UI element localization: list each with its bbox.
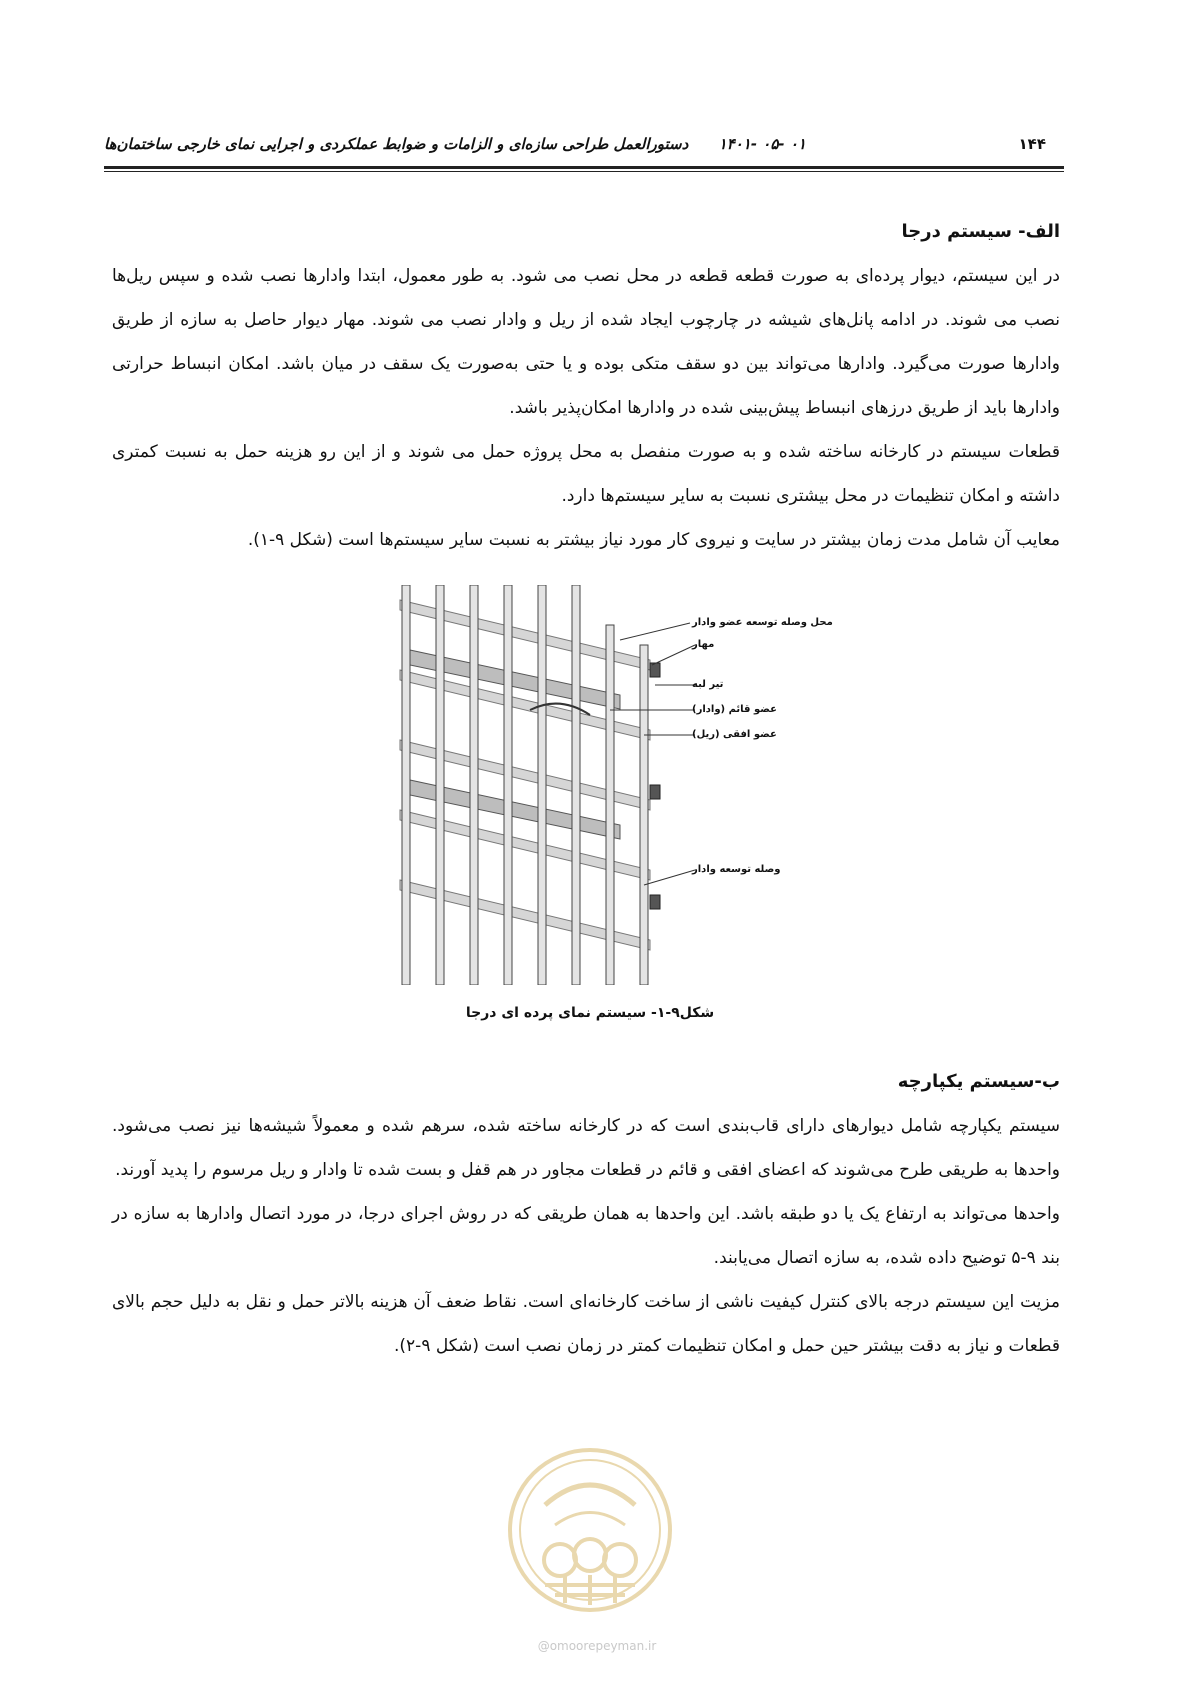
figure-label: تیر لبه	[692, 679, 724, 690]
page-header	[104, 131, 1064, 161]
paragraph: واحدها می‌تواند به ارتفاع یک یا دو طبقه باشد. این واحدها به همان طریقی که در روش اجرای درجا، در مورد اتصال وادارها به سازه در بند ۹-۵ توضیح داده شده، به سازه اتصال می‌یابند.	[112, 1204, 1060, 1268]
header-rule	[104, 166, 1064, 169]
document-title: دستورالعمل طراحی سازه‌ای و الزامات و ضوابط عملکردی و اجرایی نمای خارجی ساختمان‌ها	[104, 135, 689, 153]
figure-label: عضو قائم (وادار)	[692, 704, 777, 715]
curtain-wall-drawing	[390, 585, 810, 985]
figure-label: عضو افقی (ریل)	[692, 729, 777, 740]
paragraph: قطعات سیستم در کارخانه ساخته شده و به صورت منفصل به محل پروژه حمل می شوند و از این رو هزینه حمل به نسبت کمتری داشته و امکان تنظیمات در محل بیشتری نسبت به سایر سیستم‌ها دارد.	[112, 442, 1060, 506]
paragraph: سیستم یکپارچه شامل دیوارهای دارای قاب‌بندی است که در کارخانه ساخته شده، سرهم شده و معمولاً شیشه‌ها نیز نصب می‌شود. واحدها به طریقی طرح می‌شوند که اعضای افقی و قائم در قطعات مجاور در هم قفل و بست شده تا وادار و ریل مرسوم را پدید آورند.	[112, 1116, 1060, 1180]
paragraph: معایب آن شامل مدت زمان بیشتر در سایت و نیروی کار مورد نیاز بیشتر به نسبت سایر سیستم‌ها است (شکل ۹-۱).	[247, 530, 1060, 550]
curtain-wall-figure	[390, 585, 833, 985]
section-unitized-system	[112, 1060, 1060, 1368]
figure-label: محل وصله توسعه عضو وادار	[692, 617, 833, 628]
watermark-website: @omoorepeyman.ir	[537, 1639, 657, 1653]
figure-label: مهار	[692, 639, 715, 650]
figure-label: وصله توسعه وادار	[692, 864, 781, 875]
document-date: ۰۱ -۰۵ -۱۴۰۱	[718, 135, 806, 153]
header-rule-thin	[104, 171, 1064, 172]
paragraph: مزیت این سیستم درجه بالای کنترل کیفیت ناشی از ساخت کارخانه‌ای است. نقاط ضعف آن هزینه بالاتر حمل و نقل به دلیل حجم بالای قطعات و نیاز به دقت بیشتر حین حمل و امکان تنظیمات کمتر در زمان نصب است (شکل ۹-۲).	[112, 1292, 1060, 1356]
paragraph: در این سیستم، دیوار پرده‌ای به صورت قطعه قطعه در محل نصب می شود. به طور معمول، ابتدا وادارها نصب شده و سپس ریل‌ها نصب می شوند. در ادامه پانل‌های شیشه در چارچوب ایجاد شده از ریل و وادار نصب می شوند. مهار دیوار حاصل به سازه از طریق وادارها صورت می‌گیرد. وادارها می‌تواند بین دو سقف متکی بوده و یا حتی به‌صورت یک سقف در میان باشد. امکان انبساط حرارتی وادارها باید از طریق درزهای انبساط پیش‌بینی شده در وادارها امکان‌پذیر باشد.	[112, 266, 1060, 418]
watermark-logo	[505, 1445, 675, 1615]
section-stick-system	[112, 210, 1060, 562]
watermark-seal-icon	[505, 1445, 675, 1615]
section-heading: ب-سیستم یکپارچه	[897, 1071, 1060, 1092]
section-heading: الف- سیستم درجا	[901, 221, 1060, 242]
figure-caption: شکل۹-۱- سیستم نمای پرده ای درجا	[465, 1005, 715, 1021]
page-number: ۱۴۴	[1018, 135, 1046, 153]
